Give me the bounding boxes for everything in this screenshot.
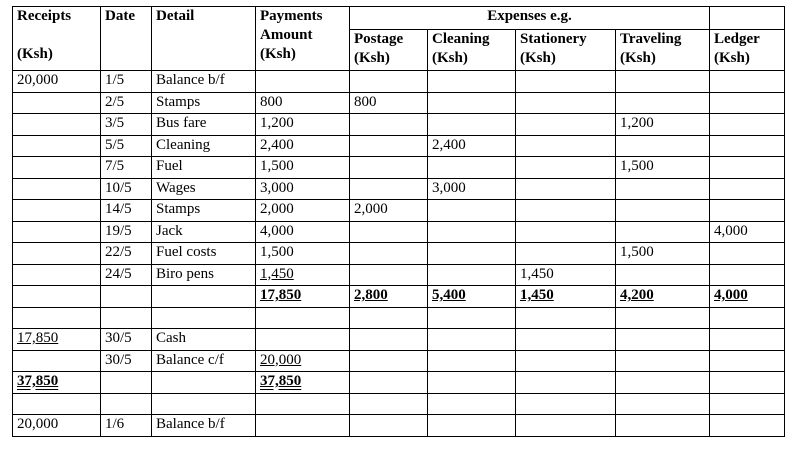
- ledger-cell: [710, 329, 785, 351]
- table-row: [13, 92, 785, 114]
- cleaning-header-unit: (Ksh): [432, 50, 468, 66]
- ledger-cell: [710, 307, 785, 329]
- postage-cell: [350, 393, 428, 415]
- stationery-cell: [516, 329, 616, 351]
- traveling-cell: [616, 350, 710, 372]
- header-row-1: [13, 7, 785, 30]
- traveling-cell: [616, 264, 710, 286]
- postage-cell: 800: [350, 92, 428, 114]
- stationery-cell: [516, 178, 616, 200]
- receipts-cell: [13, 200, 101, 222]
- cleaning-cell: [428, 350, 516, 372]
- traveling-cell: [616, 71, 710, 93]
- receipts-cell: 17,850: [13, 329, 101, 351]
- receipts-cell: [13, 178, 101, 200]
- date-cell: 7/5: [101, 157, 152, 179]
- cleaning-cell: [428, 415, 516, 437]
- stationery-header-label: Stationery: [520, 31, 587, 47]
- detail-cell: Fuel: [152, 157, 256, 179]
- cleaning-cell: [428, 243, 516, 265]
- date-cell: 24/5: [101, 264, 152, 286]
- postage-cell: [350, 243, 428, 265]
- traveling-cell: [616, 178, 710, 200]
- payments-cell: 1,500: [256, 243, 350, 265]
- detail-cell: [152, 307, 256, 329]
- payments-cell: 4,000: [256, 221, 350, 243]
- ledger-cell: [710, 393, 785, 415]
- postage-cell: [350, 264, 428, 286]
- receipts-cell: [13, 135, 101, 157]
- payments-cell: 2,000: [256, 200, 350, 222]
- cleaning-cell: [428, 372, 516, 394]
- petty-cash-book-table: [12, 6, 785, 437]
- detail-cell: Biro pens: [152, 264, 256, 286]
- postage-cell: [350, 157, 428, 179]
- receipts-cell: [13, 286, 101, 308]
- table-row: [13, 307, 785, 329]
- cleaning-cell: [428, 114, 516, 136]
- date-cell: [101, 307, 152, 329]
- postage-header-label: Postage: [354, 31, 404, 47]
- cleaning-cell: 3,000: [428, 178, 516, 200]
- date-cell: 3/5: [101, 114, 152, 136]
- postage-cell: [350, 329, 428, 351]
- ledger-cell: 4,000: [710, 221, 785, 243]
- traveling-cell: [616, 415, 710, 437]
- receipts-cell: [13, 243, 101, 265]
- ledger-cell: [710, 372, 785, 394]
- date-cell: [101, 393, 152, 415]
- traveling-cell: [616, 135, 710, 157]
- date-cell: 30/5: [101, 329, 152, 351]
- postage-cell: [350, 415, 428, 437]
- table-row: [13, 243, 785, 265]
- payments-header-unit: (Ksh): [260, 46, 296, 62]
- traveling-header-unit: (Ksh): [620, 50, 656, 66]
- cleaning-cell: [428, 157, 516, 179]
- payments-header-line1: Payments: [260, 8, 323, 24]
- receipts-cell: [13, 350, 101, 372]
- receipts-cell: [13, 221, 101, 243]
- date-cell: 5/5: [101, 135, 152, 157]
- cleaning-cell: [428, 92, 516, 114]
- traveling-header-label: Traveling: [620, 31, 682, 47]
- receipts-cell: [13, 264, 101, 286]
- receipts-cell: [13, 393, 101, 415]
- payments-cell: [256, 329, 350, 351]
- cleaning-cell: [428, 329, 516, 351]
- postage-cell: [350, 307, 428, 329]
- postage-header-unit: (Ksh): [354, 50, 390, 66]
- receipts-header: [13, 7, 101, 71]
- traveling-cell: 1,500: [616, 157, 710, 179]
- stationery-cell: [516, 221, 616, 243]
- ledger-cell: [710, 200, 785, 222]
- payments-cell: 3,000: [256, 178, 350, 200]
- stationery-cell: [516, 157, 616, 179]
- receipts-cell: [13, 92, 101, 114]
- detail-cell: Fuel costs: [152, 243, 256, 265]
- table-row: [13, 286, 785, 308]
- ledger-cell: [710, 157, 785, 179]
- receipts-header-label: Receipts: [17, 8, 72, 24]
- table-row: [13, 71, 785, 93]
- ledger-header-unit: (Ksh): [714, 50, 750, 66]
- stationery-cell: [516, 243, 616, 265]
- ledger-header: [710, 30, 785, 71]
- stationery-cell: [516, 114, 616, 136]
- stationery-cell: [516, 393, 616, 415]
- stationery-cell: 1,450: [516, 286, 616, 308]
- postage-cell: [350, 135, 428, 157]
- detail-cell: Cleaning: [152, 135, 256, 157]
- traveling-cell: [616, 329, 710, 351]
- postage-cell: 2,800: [350, 286, 428, 308]
- stationery-cell: [516, 372, 616, 394]
- stationery-cell: [516, 135, 616, 157]
- detail-cell: Balance b/f: [152, 415, 256, 437]
- table-body: [13, 7, 785, 437]
- date-cell: 30/5: [101, 350, 152, 372]
- detail-cell: Balance c/f: [152, 350, 256, 372]
- detail-cell: Cash: [152, 329, 256, 351]
- payments-cell: [256, 307, 350, 329]
- table-row: [13, 264, 785, 286]
- stationery-cell: [516, 415, 616, 437]
- cleaning-header-label: Cleaning: [432, 31, 490, 47]
- table-row: [13, 393, 785, 415]
- table-row: [13, 114, 785, 136]
- detail-cell: Stamps: [152, 200, 256, 222]
- payments-cell: 2,400: [256, 135, 350, 157]
- stationery-cell: [516, 307, 616, 329]
- stationery-cell: [516, 350, 616, 372]
- traveling-cell: [616, 393, 710, 415]
- detail-cell: [152, 372, 256, 394]
- ledger-header-label: Ledger: [714, 31, 760, 47]
- receipts-cell: 37,850: [13, 372, 101, 394]
- traveling-cell: [616, 92, 710, 114]
- date-cell: 1/6: [101, 415, 152, 437]
- date-cell: [101, 286, 152, 308]
- date-cell: 19/5: [101, 221, 152, 243]
- stationery-cell: [516, 200, 616, 222]
- table-row: [13, 350, 785, 372]
- stationery-cell: [516, 92, 616, 114]
- receipts-cell: [13, 157, 101, 179]
- ledger-header-top: [710, 7, 785, 30]
- traveling-cell: 4,200: [616, 286, 710, 308]
- table-row: [13, 178, 785, 200]
- cleaning-cell: [428, 71, 516, 93]
- detail-header: Detail: [152, 7, 256, 71]
- ledger-cell: [710, 71, 785, 93]
- date-cell: 22/5: [101, 243, 152, 265]
- detail-cell: Jack: [152, 221, 256, 243]
- postage-cell: [350, 71, 428, 93]
- detail-cell: [152, 393, 256, 415]
- detail-cell: Stamps: [152, 92, 256, 114]
- date-cell: 1/5: [101, 71, 152, 93]
- traveling-header: [616, 30, 710, 71]
- traveling-cell: [616, 372, 710, 394]
- postage-cell: 2,000: [350, 200, 428, 222]
- date-header: Date: [101, 7, 152, 71]
- payments-cell: [256, 415, 350, 437]
- cleaning-cell: [428, 200, 516, 222]
- cleaning-cell: 5,400: [428, 286, 516, 308]
- stationery-cell: 1,450: [516, 264, 616, 286]
- stationery-cell: [516, 71, 616, 93]
- date-cell: [101, 372, 152, 394]
- payments-header-line2: Amount: [260, 27, 313, 43]
- payments-cell: 37,850: [256, 372, 350, 394]
- date-cell: 2/5: [101, 92, 152, 114]
- ledger-cell: [710, 415, 785, 437]
- traveling-cell: [616, 200, 710, 222]
- detail-cell: Wages: [152, 178, 256, 200]
- payments-cell: 1,200: [256, 114, 350, 136]
- ledger-cell: [710, 92, 785, 114]
- detail-cell: Balance b/f: [152, 71, 256, 93]
- payments-cell: 1,500: [256, 157, 350, 179]
- ledger-cell: [710, 243, 785, 265]
- table-row: [13, 157, 785, 179]
- postage-cell: [350, 114, 428, 136]
- payments-header: [256, 7, 350, 71]
- ledger-cell: [710, 178, 785, 200]
- ledger-cell: [710, 114, 785, 136]
- payments-cell: [256, 71, 350, 93]
- receipts-cell: 20,000: [13, 71, 101, 93]
- stationery-header-unit: (Ksh): [520, 50, 556, 66]
- cleaning-cell: [428, 393, 516, 415]
- ledger-cell: [710, 135, 785, 157]
- postage-cell: [350, 221, 428, 243]
- date-cell: 10/5: [101, 178, 152, 200]
- receipts-cell: [13, 114, 101, 136]
- payments-cell: 800: [256, 92, 350, 114]
- receipts-cell: 20,000: [13, 415, 101, 437]
- ledger-cell: [710, 350, 785, 372]
- detail-cell: [152, 286, 256, 308]
- table-row: [13, 135, 785, 157]
- table-row: [13, 372, 785, 394]
- expenses-group-header: Expenses e.g.: [350, 7, 710, 30]
- payments-cell: 17,850: [256, 286, 350, 308]
- postage-cell: [350, 350, 428, 372]
- receipts-cell: [13, 307, 101, 329]
- traveling-cell: 1,500: [616, 243, 710, 265]
- table-row: [13, 415, 785, 437]
- cleaning-cell: 2,400: [428, 135, 516, 157]
- receipts-header-unit: (Ksh): [17, 46, 53, 62]
- traveling-cell: [616, 307, 710, 329]
- ledger-cell: 4,000: [710, 286, 785, 308]
- stationery-header: [516, 30, 616, 71]
- ledger-cell: [710, 264, 785, 286]
- table-row: [13, 200, 785, 222]
- table-row: [13, 329, 785, 351]
- payments-cell: 20,000: [256, 350, 350, 372]
- table-row: [13, 221, 785, 243]
- cleaning-cell: [428, 221, 516, 243]
- traveling-cell: [616, 221, 710, 243]
- postage-cell: [350, 372, 428, 394]
- cleaning-header: [428, 30, 516, 71]
- postage-header: [350, 30, 428, 71]
- payments-cell: [256, 393, 350, 415]
- cleaning-cell: [428, 264, 516, 286]
- postage-cell: [350, 178, 428, 200]
- detail-cell: Bus fare: [152, 114, 256, 136]
- payments-cell: 1,450: [256, 264, 350, 286]
- cleaning-cell: [428, 307, 516, 329]
- date-cell: 14/5: [101, 200, 152, 222]
- traveling-cell: 1,200: [616, 114, 710, 136]
